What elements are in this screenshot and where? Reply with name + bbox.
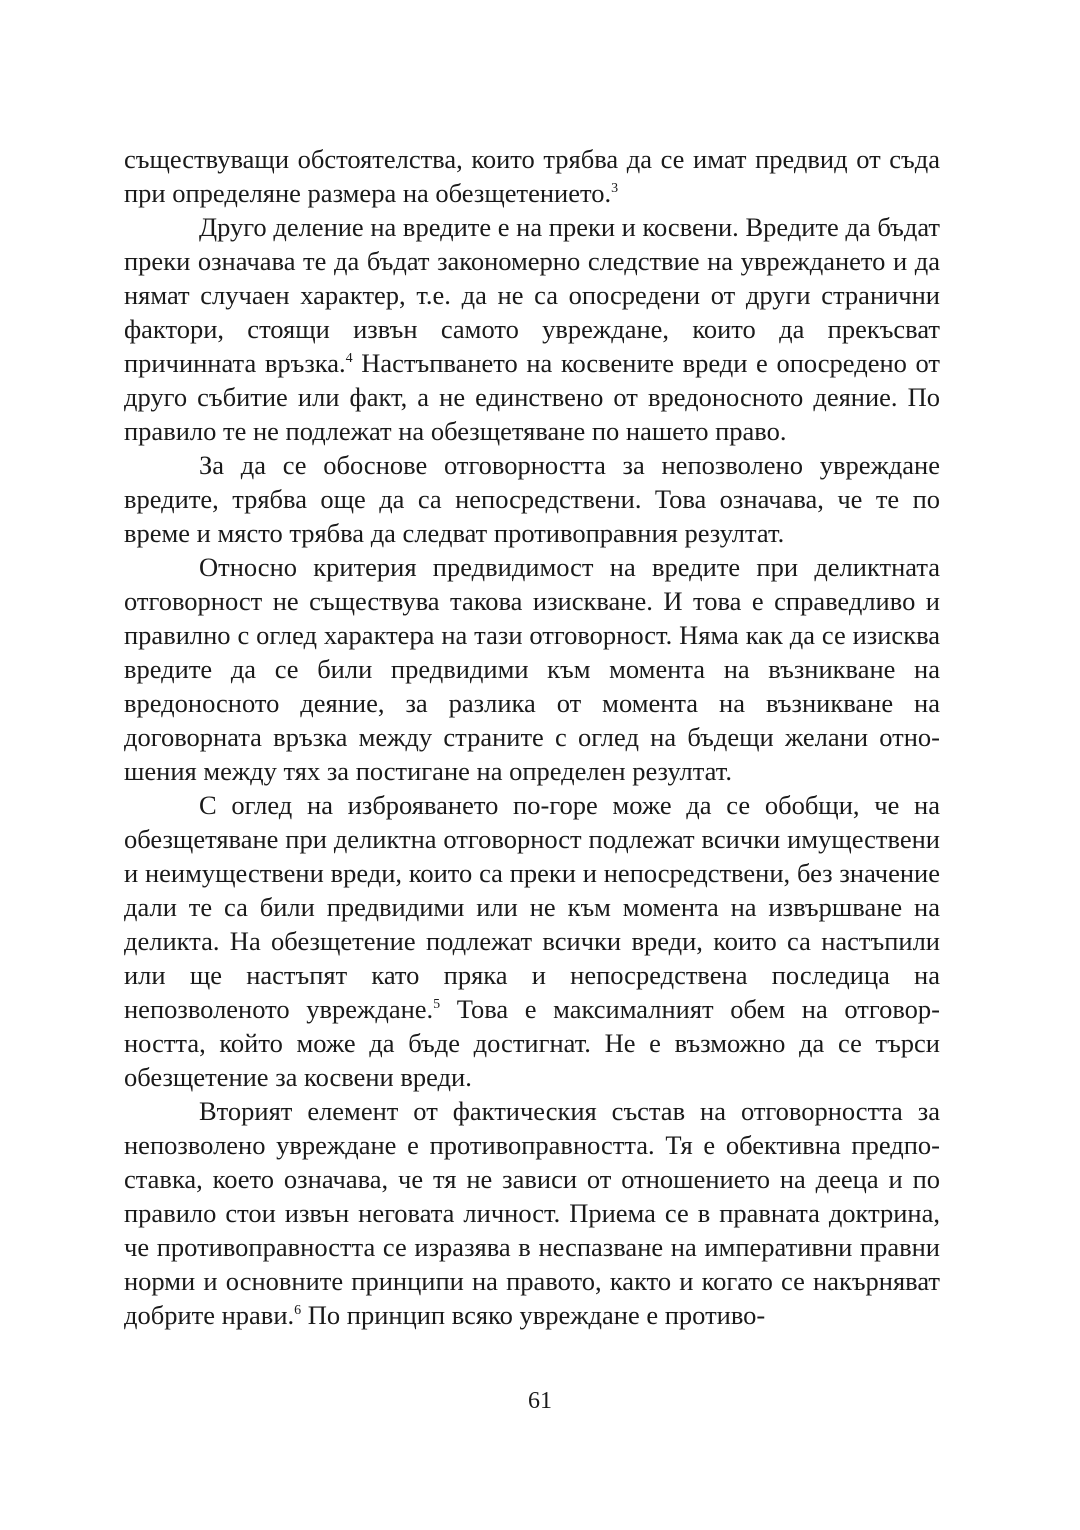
- paragraph-text: По принцип всяко увреждане е противо-: [301, 1300, 766, 1330]
- paragraph: [124, 1094, 940, 1332]
- footnote-ref: 4: [345, 351, 353, 366]
- paragraph-text: С оглед на изброяването по-горе може да се обобщи, че на обезщетяване при деликтна отговорност подлежат всички имуществени и неимуществени вреди, които са преки и непосредствени, без значение дали те са били предвидими или не към момента на извършване на деликта. На обезщетение подлежат всички вреди, които са настъпили или ще настъпят като пряка и непосредствена последица на непозволеното увреждане.: [124, 790, 940, 1024]
- paragraph-text: Вторият елемент от фактическия състав на отговорността за непозволено увреждане е противоправността. Тя е обективна предпоставка, което означава, че тя не зависи от отношението на дееца и по правило стои извън неговата личност. Приема се в правната доктрина, че противоправността се изразява в неспазване на императивни правни норми и основните принципи на правото, както и когато се накърняват добрите нрави.: [124, 1096, 940, 1330]
- paragraph-text: съществуващи обстоятелства, които трябва да се имат предвид от съда при определяне размера на обезщетението.: [124, 144, 940, 208]
- footnote-ref: 5: [433, 997, 441, 1012]
- paragraph: [124, 788, 940, 1094]
- paragraph: [124, 550, 940, 788]
- body-text: [124, 142, 940, 1332]
- footnote-ref: 3: [611, 181, 619, 196]
- paragraph-text: Друго деление на вредите е на преки и косвени. Вредите да бъдат преки означава те да бъдат закономерно следствие на увреждането и да нямат случаен характер, т.е. да не са опосредени от други странични фактори, стоящи извън самото увреждане, които да прекъсват причинната връзка.: [124, 212, 940, 378]
- paragraph: [124, 448, 940, 550]
- paragraph-text: Това е максималният обем на отговорността, който може да бъде достигнат. Не е възможно да се търси обезщетение за косвени вреди.: [124, 994, 940, 1092]
- paragraph-text: Относно критерия предвидимост на вредите при деликтната отговорност не съществува такова изискване. И това е справедливо и правилно с оглед характера на тази отговорност. Няма как да се изисква вредите да се били предвидими към момента на възникване на вредоносното деяние, за разлика от момента на възникване на договорната връзка между страните с оглед на бъдещи желани отношения между тях за постигане на определен резултат.: [124, 552, 940, 786]
- paragraph-text: Настъпването на косвените вреди е опосредено от друго събитие или факт, а не единствено от вредоносното деяние. По правило те не подлежат на обезщетяване по нашето право.: [124, 348, 940, 446]
- paragraph: [124, 210, 940, 448]
- footnote-ref: 6: [294, 1303, 302, 1318]
- paragraph-continuation: [124, 142, 940, 210]
- page-number: 61: [528, 1388, 552, 1414]
- paragraph-text: За да се обоснове отговорността за непозволено увреждане вредите, трябва още да са непосредствени. Това означава, че те по време и място трябва да следват противоправния резултат.: [124, 450, 940, 548]
